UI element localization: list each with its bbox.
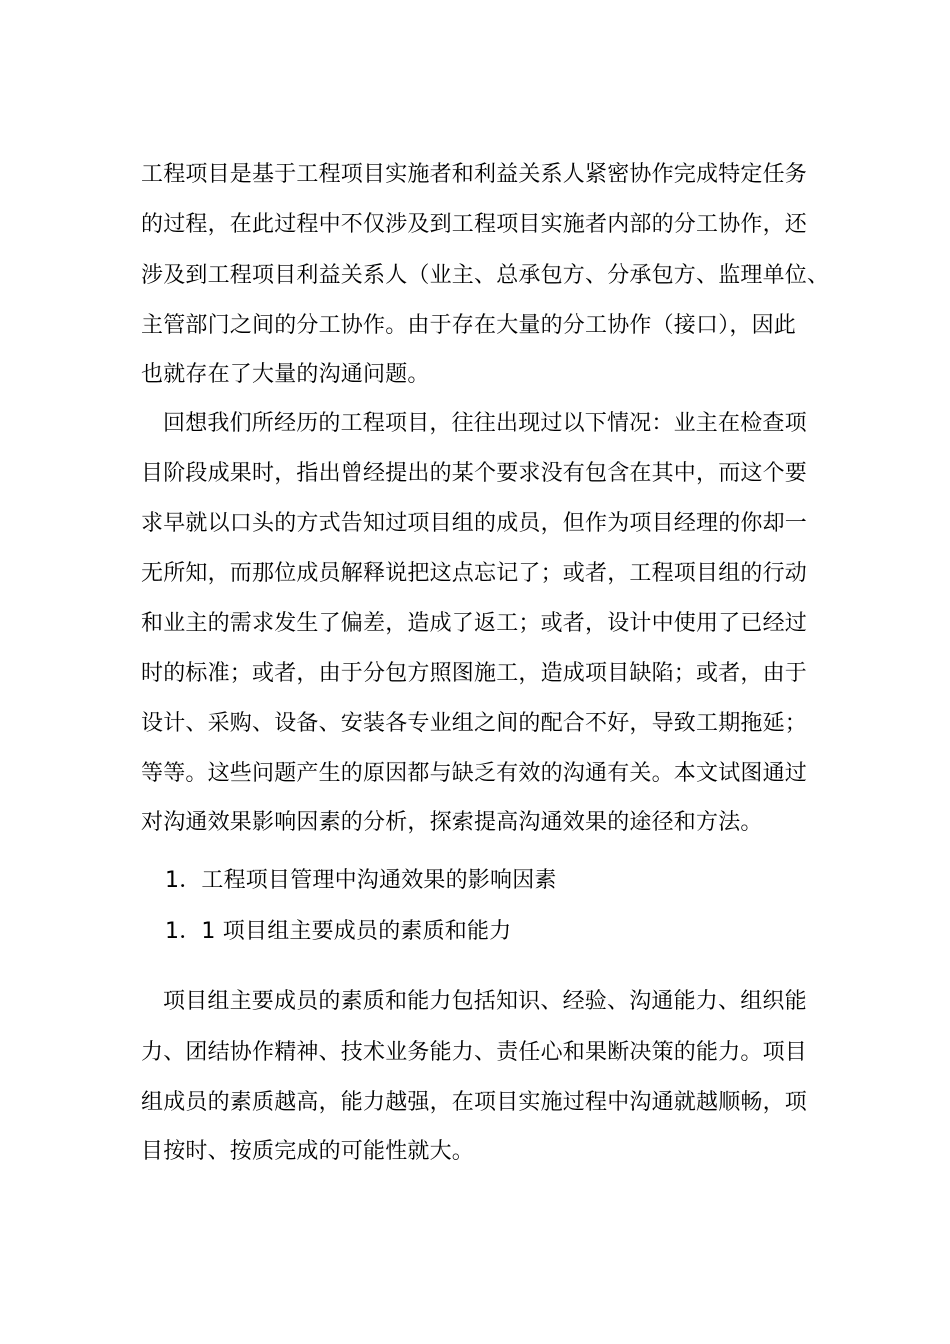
paragraph-line: 的过程，在此过程中不仅涉及到工程项目实施者内部的分工协作，还	[141, 212, 808, 237]
paragraph-line: 力、团结协作精神、技术业务能力、责任心和果断决策的能力。项目	[141, 1040, 808, 1065]
paragraph-line: 回想我们所经历的工程项目，往往出现过以下情况：业主在检查项	[163, 411, 807, 436]
paragraph-line: 目按时、按质完成的可能性就大。	[141, 1139, 475, 1164]
paragraph-line: 工程项目是基于工程项目实施者和利益关系人紧密协作完成特定任务	[141, 162, 808, 187]
paragraph-line: 涉及到工程项目利益关系人（业主、总承包方、分承包方、监理单位、	[141, 263, 830, 288]
paragraph-line: 主管部门之间的分工协作。由于存在大量的分工协作（接口），因此	[141, 313, 797, 338]
paragraph-line: 时的标准；或者，由于分包方照图施工，造成项目缺陷；或者，由于	[141, 661, 808, 686]
paragraph-line: 求早就以口头的方式告知过项目组的成员，但作为项目经理的你却一	[141, 511, 808, 536]
paragraph-line: 也就存在了大量的沟通问题。	[141, 362, 430, 387]
paragraph-line: 目阶段成果时，指出曾经提出的某个要求没有包含在其中，而这个要	[141, 461, 808, 486]
paragraph-line: 设计、采购、设备、安装各专业组之间的配合不好，导致工期拖延；	[141, 711, 808, 736]
paragraph-line: 对沟通效果影响因素的分析，探索提高沟通效果的途径和方法。	[141, 810, 763, 835]
paragraph-line: 组成员的素质越高，能力越强，在项目实施过程中沟通就越顺畅，项	[141, 1090, 808, 1115]
paragraph-line: 项目组主要成员的素质和能力包括知识、经验、沟通能力、组织能	[163, 989, 807, 1014]
subsection-heading: 1．1 项目组主要成员的素质和能力	[165, 919, 512, 944]
section-heading: 1．工程项目管理中沟通效果的影响因素	[165, 868, 557, 893]
paragraph-line: 无所知，而那位成员解释说把这点忘记了；或者，工程项目组的行动	[141, 561, 808, 586]
paragraph-line: 和业主的需求发生了偏差，造成了返工；或者，设计中使用了已经过	[141, 611, 808, 636]
paragraph-line: 等等。这些问题产生的原因都与缺乏有效的沟通有关。本文试图通过	[141, 761, 808, 786]
